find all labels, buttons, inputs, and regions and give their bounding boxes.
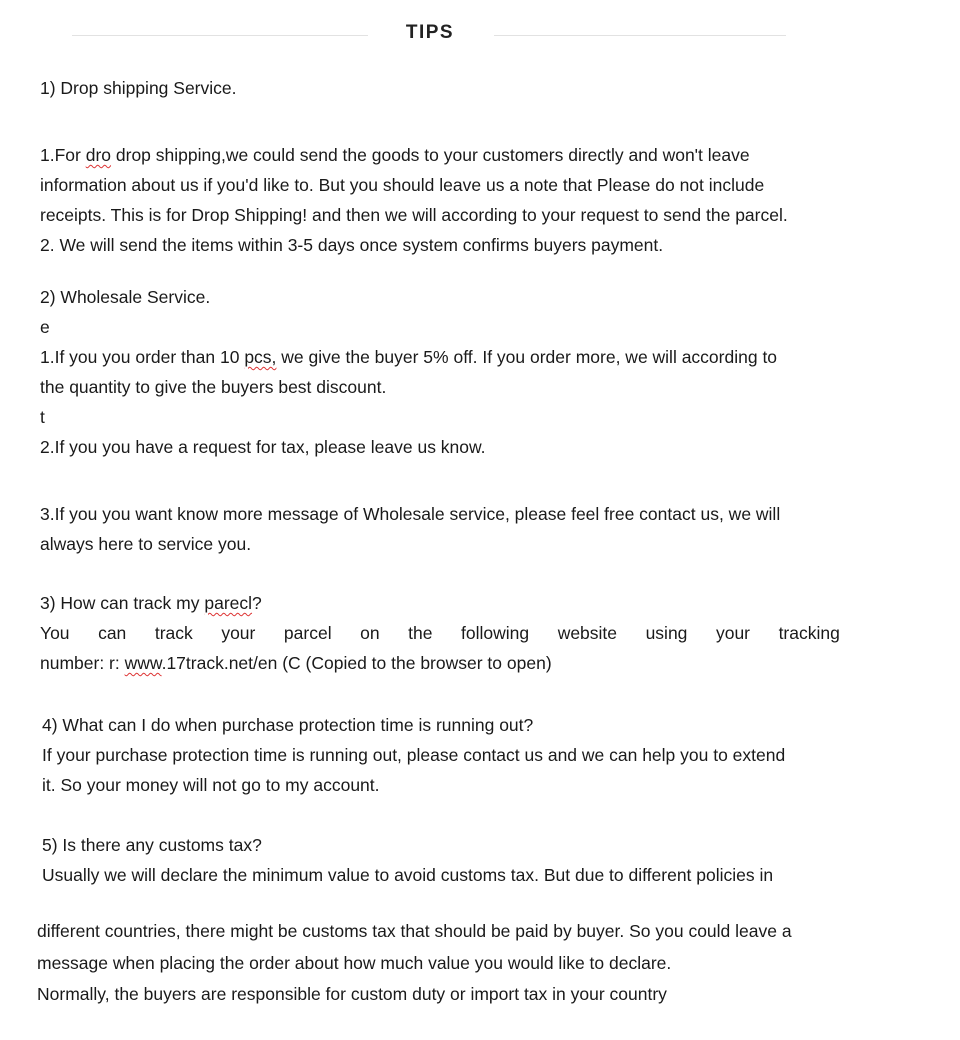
- word: website: [557, 623, 618, 643]
- wholesale-heading: 2) Wholesale Service.: [40, 287, 211, 307]
- customs-line-3: message when placing the order about how much value you would like to declare.: [37, 953, 672, 973]
- text-segment: 3) How can track my: [40, 593, 205, 613]
- stray-character: t: [40, 407, 45, 427]
- text-segment: 1.If you you order than 10: [40, 347, 245, 367]
- drop-shipping-line-4: 2. We will send the items within 3-5 days once system confirms buyers payment.: [40, 235, 664, 255]
- tracking-line-2: [40, 652, 552, 674]
- customs-line-4: Normally, the buyers are responsible for custom duty or import tax in your country: [37, 984, 667, 1004]
- drop-shipping-heading: 1) Drop shipping Service.: [40, 78, 237, 98]
- tips-header: [0, 22, 860, 50]
- drop-shipping-line-3: receipts. This is for Drop Shipping! and then we will according to your request to send the parcel.: [40, 205, 788, 225]
- spellcheck-word: dro: [85, 145, 112, 165]
- tracking-heading: [40, 592, 262, 614]
- word: following: [461, 623, 530, 643]
- word: You: [40, 623, 70, 643]
- text-segment: drop shipping,we could send the goods to your customers directly and won't leave: [111, 145, 750, 165]
- text-segment: 1.For: [40, 145, 86, 165]
- wholesale-line-4: 3.If you you want know more message of Wholesale service, please feel free contact us, we will: [40, 504, 781, 524]
- stray-character: e: [40, 317, 50, 337]
- word: the: [408, 623, 433, 643]
- word: can: [98, 623, 127, 643]
- wholesale-line-1: [40, 346, 777, 368]
- text-segment: number: r:: [40, 653, 125, 673]
- word: using: [645, 623, 688, 643]
- page-title: TIPS: [405, 22, 455, 43]
- wholesale-line-2: the quantity to give the buyers best discount.: [40, 377, 387, 397]
- customs-heading: 5) Is there any customs tax?: [42, 835, 262, 855]
- customs-line-1: Usually we will declare the minimum value to avoid customs tax. But due to different policies in: [42, 865, 774, 885]
- word: on: [360, 623, 380, 643]
- drop-shipping-line-1: [40, 144, 750, 166]
- word: track: [154, 623, 193, 643]
- protection-heading: 4) What can I do when purchase protection time is running out?: [42, 715, 534, 735]
- spellcheck-word: parecl: [204, 593, 253, 613]
- divider-right: [494, 35, 786, 36]
- text-segment: ?: [252, 593, 262, 613]
- tracking-url: .17track.net/en (C (Copied to the browser to open): [161, 653, 552, 673]
- word: parcel: [283, 623, 332, 643]
- divider-left: [72, 35, 368, 36]
- word: your: [221, 623, 256, 643]
- drop-shipping-line-2: information about us if you'd like to. But you should leave us a note that Please do not include: [40, 175, 765, 195]
- tracking-line-1: [40, 622, 840, 644]
- text-segment: we give the buyer 5% off. If you order more, we will according to: [276, 347, 778, 367]
- word: your: [715, 623, 751, 643]
- customs-line-2: different countries, there might be customs tax that should be paid by buyer. So you could leave a: [37, 921, 792, 941]
- wholesale-line-5: always here to service you.: [40, 534, 252, 554]
- tracking-url-prefix: www: [124, 653, 162, 673]
- wholesale-line-3: 2.If you you have a request for tax, please leave us know.: [40, 437, 486, 457]
- protection-line-2: it. So your money will not go to my account.: [42, 775, 380, 795]
- protection-line-1: If your purchase protection time is running out, please contact us and we can help you to extend: [42, 745, 786, 765]
- word: tracking: [778, 623, 840, 643]
- spellcheck-word: pcs,: [244, 347, 277, 367]
